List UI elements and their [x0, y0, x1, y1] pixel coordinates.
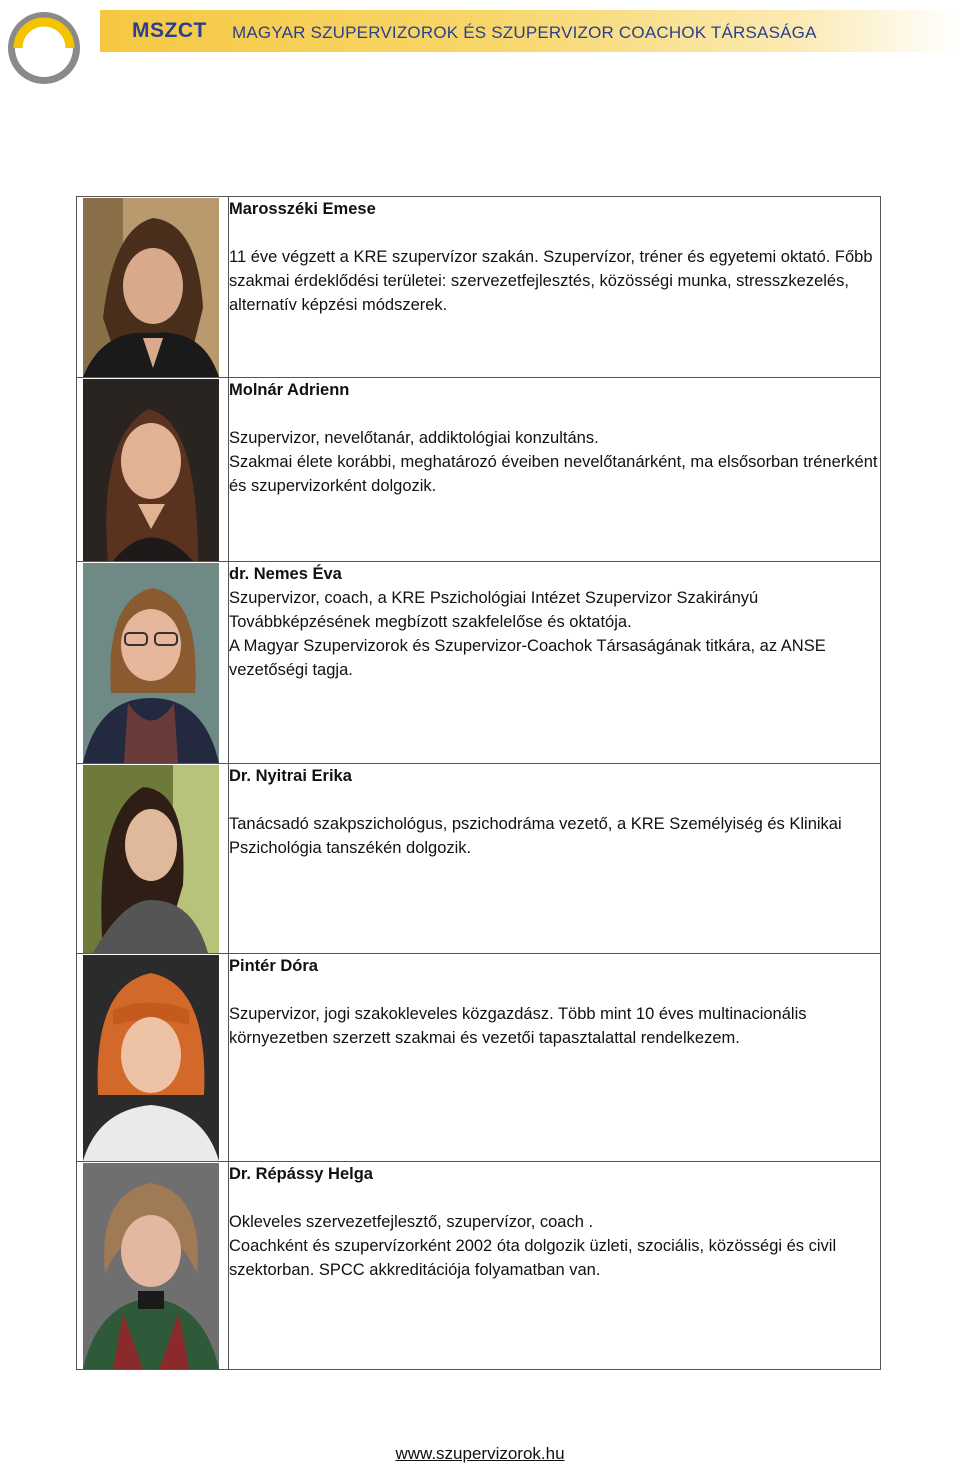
member-photo — [83, 955, 219, 1161]
member-photo — [83, 379, 219, 561]
member-name: Molnár Adrienn — [229, 381, 350, 399]
member-description: 11 éve végzett a KRE szupervízor szakán. Szupervízor, tréner és egyetemi oktató. Főbb szakmai érdeklődési területei: szervezetfejlesztés, közösségi munka, stresszkezelés, alternatív képzési módszerek. — [229, 248, 873, 314]
member-name: Dr. Répássy Helga — [229, 1165, 373, 1183]
member-description: Szupervizor, coach, a KRE Pszichológiai Intézet Szupervizor Szakirányú Továbbképzésének megbízott szakfelelőse és oktatója. — [229, 589, 759, 631]
members-table — [76, 196, 881, 1370]
member-description: Coachként és szupervízorként 2002 óta dolgozik üzleti, szociális, közösségi és civil szektorban. SPCC akkreditációja folyamatban van. — [229, 1237, 837, 1279]
portrait-icon — [83, 1163, 219, 1369]
photo-cell — [77, 954, 229, 1162]
member-text-cell — [229, 764, 881, 954]
mszct-logo-icon — [4, 8, 84, 88]
member-description: Okleveles szervezetfejlesztő, szupervízor, coach . — [229, 1213, 594, 1231]
page-header — [0, 0, 960, 95]
member-row — [77, 1162, 881, 1370]
member-name: Pintér Dóra — [229, 957, 318, 975]
member-text-cell — [229, 1162, 881, 1370]
member-text-cell — [229, 562, 881, 764]
header-banner — [100, 10, 960, 52]
member-description: Szupervizor, nevelőtanár, addiktológiai konzultáns. — [229, 429, 599, 447]
member-description: Szupervizor, jogi szakokleveles közgazdász. Több mint 10 éves multinacionális környezetben szerzett szakmai és vezetői tapasztalattal rendelkezem. — [229, 1005, 807, 1047]
member-text-cell — [229, 954, 881, 1162]
member-row — [77, 562, 881, 764]
member-description: A Magyar Szupervizorok és Szupervizor-Coachok Társaságának titkára, az ANSE vezetőségi tagja. — [229, 637, 826, 679]
member-name: Dr. Nyitrai Erika — [229, 767, 352, 785]
portrait-icon — [83, 379, 219, 561]
portrait-icon — [83, 198, 219, 377]
photo-cell — [77, 764, 229, 954]
photo-cell — [77, 1162, 229, 1370]
member-name: dr. Nemes Éva — [229, 565, 342, 583]
photo-cell — [77, 378, 229, 562]
organization-name: MAGYAR SZUPERVIZOROK ÉS SZUPERVIZOR COACHOK TÁRSASÁGA — [232, 23, 817, 42]
member-text-cell — [229, 197, 881, 378]
brand-name: MSZCT — [132, 19, 207, 42]
portrait-icon — [83, 955, 219, 1161]
member-row — [77, 764, 881, 954]
member-row — [77, 197, 881, 378]
member-description: Tanácsadó szakpszichológus, pszichodráma vezető, a KRE Személyiség és Klinikai Pszichológia tanszékén dolgozik. — [229, 815, 842, 857]
member-photo — [83, 765, 219, 953]
member-description: Szakmai élete korábbi, meghatározó éveiben nevelőtanárként, ma elsősorban trénerként és szupervizorként dolgozik. — [229, 453, 878, 495]
photo-cell — [77, 197, 229, 378]
photo-cell — [77, 562, 229, 764]
member-row — [77, 954, 881, 1162]
member-photo — [83, 1163, 219, 1369]
member-name: Marosszéki Emese — [229, 200, 376, 218]
member-text-cell — [229, 378, 881, 562]
portrait-icon — [83, 563, 219, 763]
member-photo — [83, 563, 219, 763]
member-row — [77, 378, 881, 562]
website-link[interactable]: www.szupervizorok.hu — [395, 1444, 565, 1463]
portrait-icon — [83, 765, 219, 953]
member-photo — [83, 198, 219, 377]
